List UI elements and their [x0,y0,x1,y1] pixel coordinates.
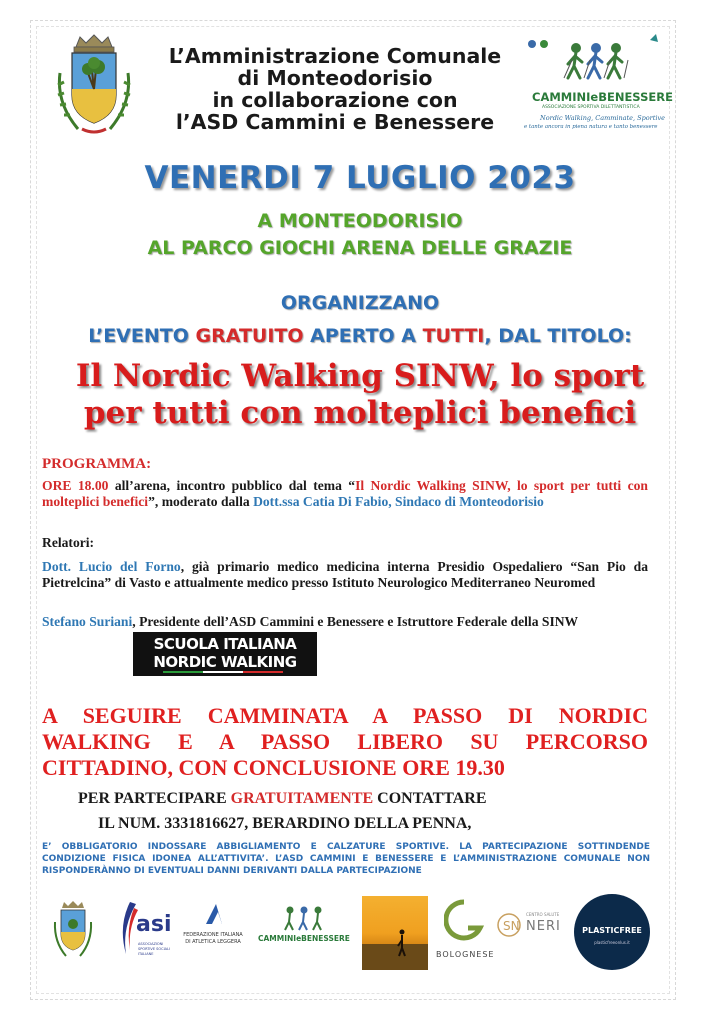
walk-line: A SEGUIRE CAMMINATA A PASSO DI NORDIC [42,703,648,728]
walkers-icon [254,904,354,934]
flag-red [243,671,283,673]
neri-sub: CENTRO SALUTE [526,912,560,917]
intro-all: TUTTI [422,325,485,347]
event-date: VENERDI 7 LUGLIO 2023 [144,160,576,196]
program-time: ORE 18.00 [42,478,109,493]
fidal-mark-icon [202,902,226,926]
sinw-logo-line: SCUOLA ITALIANA [153,635,297,653]
event-town: A MONTEODORISIO [257,210,463,232]
sunset-photo [362,896,428,970]
speakers-heading: Relatori: [42,535,95,550]
speaker-bio: , Presidente dell’ASD Cammini e Benessere e Istruttore Federale della SINW [132,614,579,629]
intro-text: L’EVENTO [88,325,196,347]
svg-text:SN: SN [503,919,520,933]
program-item [42,478,648,509]
asi-logo [116,898,176,968]
header-line: di Monteodorisio [237,66,433,90]
asi-logo-sub: ASSOCIAZIONI SPORTIVE SOCIALI ITALIANE [138,942,170,956]
sinw-logo [133,632,317,676]
contact-text: CONTATTARE [373,790,487,807]
header-line: L’Amministrazione Comunale [168,44,502,68]
contact-line [78,790,487,808]
cb-logo-name: CAMMINIeBENESSERE [532,90,673,104]
flag-green [163,671,203,673]
neri-text: NERI [526,919,561,934]
event-title [20,358,700,432]
intro-text: , DAL TITOLO: [484,325,632,347]
walk-announcement [42,703,648,781]
cammini-benessere-logo [518,32,674,142]
contact-free: GRATUITAMENTE [230,790,374,807]
contact-number: IL NUM. 3331816627, BERARDINO DELLA PENNA, [98,815,472,832]
walker-silhouette-icon [362,896,428,970]
walk-line: CITTADINO, CON CONCLUSIONE ORE 19.30 [42,755,505,780]
cb-logo-motto: Nordic Walking, Camminate, Sportive [540,114,665,122]
program-moderator: Dott.ssa Catia Di Fabio, Sindaco di Monteodorisio [253,493,544,509]
bolognese-logo [436,898,495,970]
fidal-logo [178,902,248,962]
event-title-line: Il Nordic Walking SINW, lo sport [75,358,645,394]
asi-logo-text: asi [136,912,172,937]
speaker-bio: , già primario medico medicina interna Presidio Ospedaliero “San Pio da Pietrelcina” di Vasto e attualmente medico presso Istituto Neurologico Mediterraneo Neuromed [42,559,649,590]
event-venue: AL PARCO GIOCHI ARENA DELLE GRAZIE [147,237,573,259]
program-heading: PROGRAMMA: [42,456,152,472]
cb-logo-name-small: CAMMINIeBENESSERE [258,934,350,943]
header-organizers [155,45,515,133]
plasticfree-logo [574,894,650,970]
program-topic: Il Nordic Walking SINW, lo sport per tutti con molteplici benefici [42,478,648,509]
speaker-item [42,559,648,590]
neri-logo [496,910,562,954]
bolognese-mark-icon [444,898,484,946]
program-text: ”, moderato dalla [148,493,254,509]
cb-logo-sub: ASSOCIAZIONE SPORTIVA DILETTANTISTICA [542,105,640,110]
event-intro [0,325,720,347]
disclaimer: E’ OBBLIGATORIO INDOSSARE ABBIGLIAMENTO E CALZATURE SPORTIVE. LA PARTECIPAZIONE SOTTINDENDE CONDIZIONE FISICA IDONEA ALL’ATTIVITA’. L’ASD CAMMINI E BENESSERE E L’AMMINISTRAZIONE COMUNALE NON RISPONDERÀNNO DI EVENTUALI DANNI DERIVANTI DALLA PARTECIPAZIONE [42,842,650,876]
speaker-name: Dott. Lucio del Forno [42,559,181,574]
event-title-line: per tutti con molteplici benefici [83,395,637,431]
speaker-name: Stefano Suriani [42,614,133,629]
organizers-heading: ORGANIZZANO [280,292,440,314]
contact-text: PER PARTECIPARE [78,790,231,807]
fidal-text: FEDERAZIONE ITALIANA [183,932,243,938]
municipal-crest [48,33,140,143]
municipal-crest-small [50,900,96,966]
speaker-item [42,614,648,630]
intro-free: GRATUITO [195,325,304,347]
walk-line: WALKING E A PASSO LIBERO SU PERCORSO [42,729,648,754]
plasticfree-url: plasticfreeonlus.it [594,940,630,945]
flag-white [203,671,243,673]
header-line: l’ASD Cammini e Benessere [175,110,495,134]
intro-text: APERTO A [303,325,423,347]
sponsor-logos [36,890,668,978]
cammini-benessere-logo-small [254,904,354,964]
header-line: in collaborazione con [212,88,458,112]
bolognese-text: BOLOGNESE [436,950,495,959]
sinw-logo-line: NORDIC WALKING [153,653,297,671]
plasticfree-text: PLASTICFREE [582,926,642,935]
cb-logo-motto: e tante ancora in piena natura e tanto benessere [524,124,658,130]
program-text: all’arena, incontro pubblico dal tema “ [108,478,356,493]
neri-mark-icon [496,910,522,940]
fidal-text: DI ATLETICA LEGGERA [185,939,241,945]
